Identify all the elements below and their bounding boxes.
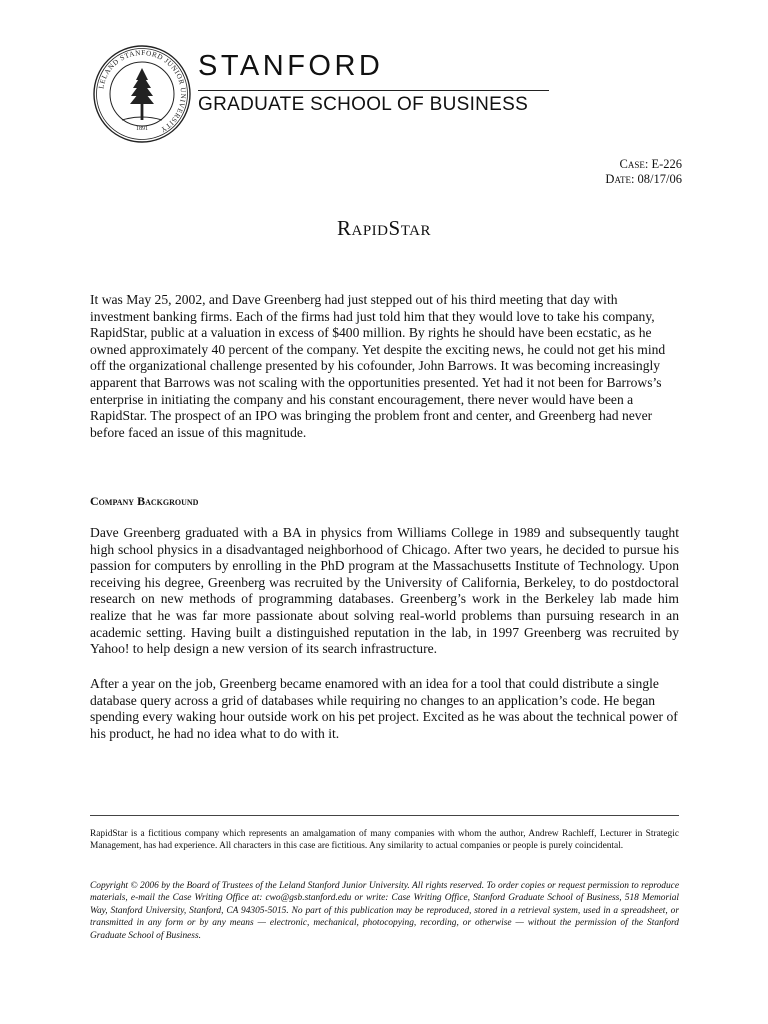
svg-text:1891: 1891 [136,126,148,132]
brand-gsb: GRADUATE SCHOOL OF BUSINESS [198,94,529,115]
stanford-seal-logo [92,44,192,144]
brand-divider [198,90,549,91]
paragraph-background: Dave Greenberg graduated with a BA in physics from Williams College in 1989 and subsequently taught high school physics in a disadvantaged neighborhood of Chicago. After two years, he decided to pursue his passion for computers by enrolling in the PhD program at the Massachusetts Institute of Technology. Upon receiving his degree, Greenberg was recruited by the University of California, Berkeley, to do postdoctoral research on new methods of programming databases. Greenberg’s work in the Berkeley lab made him realize that he was far more passionate about solving real-world problems than pursuing research in an academic setting. Having built a distinguished reputation in the lab, in 1997 Greenberg was recruited by Yahoo! to help design a new version of its search infrastructure. [90,525,679,657]
footnote-disclaimer: RapidStar is a fictitious company which represents an amalgamation of many companies with whom the author, Andrew Rachleff, Lecturer in Strategic Management, has had experience. All characters in this case are fictitious. Any similarity to actual companies or people is purely coincidental. [90,829,679,852]
paragraph-intro: It was May 25, 2002, and Dave Greenberg had just stepped out of his third meeting that day with investment banking firms. Each of the firms had just told him that they would love to take his company, RapidStar, public at a valuation in excess of $400 million. By rights he should have been ecstatic, as he owned approximately 40 percent of the company. Yet despite the exciting news, he could not get his mind off the organizational challenge presented by his cofounder, John Barrows. It was becoming increasingly apparent that Barrows was not scaling with the opportunities presented. Yet had it not been for Barrows’s enterprise in initiating the company and his constant encouragement, there never would have been a RapidStar. The prospect of an IPO was bringing the problem front and center, and Greenberg had never before faced an issue of this magnitude. [90,292,666,440]
svg-text:LELAND STANFORD JUNIOR UNIVERS: LELAND STANFORD JUNIOR UNIVERSITY [97,48,188,134]
document-title: RapidStar [337,216,431,240]
paragraph-idea: After a year on the job, Greenberg became enamored with an idea for a tool that could distribute a single database query across a grid of databases while requiring no changes to an application’s code. He began spending every waking hour outside work on his pet project. Excited as he was about the technical power of his product, he had no idea what to do with it. [90,676,678,741]
footnote-divider [90,815,679,816]
footnote-copyright: Copyright © 2006 by the Board of Trustees of the Leland Stanford Junior University. All rights reserved. To order copies or request permission to reproduce materials, e-mail the Case Writing Office at: cwo@gsb.stanford.edu or write: Case Writing Office, Stanford Graduate School of Business, 518 Memorial Way, Stanford University, Stanford, CA 94305-5015. No part of this publication may be reproduced, stored in a retrieval system, used in a spreadsheet, or transmitted in any form or by any means — electronic, mechanical, photocopying, recording, or otherwise — without the permission of the Stanford Graduate School of Business. [90,881,679,941]
case-number: Case: E-226 [619,157,682,171]
brand-stanford: STANFORD [198,50,384,82]
case-date: Date: 08/17/06 [605,172,682,186]
case-meta [605,157,682,187]
section-heading-company-background: Company Background [90,494,199,508]
